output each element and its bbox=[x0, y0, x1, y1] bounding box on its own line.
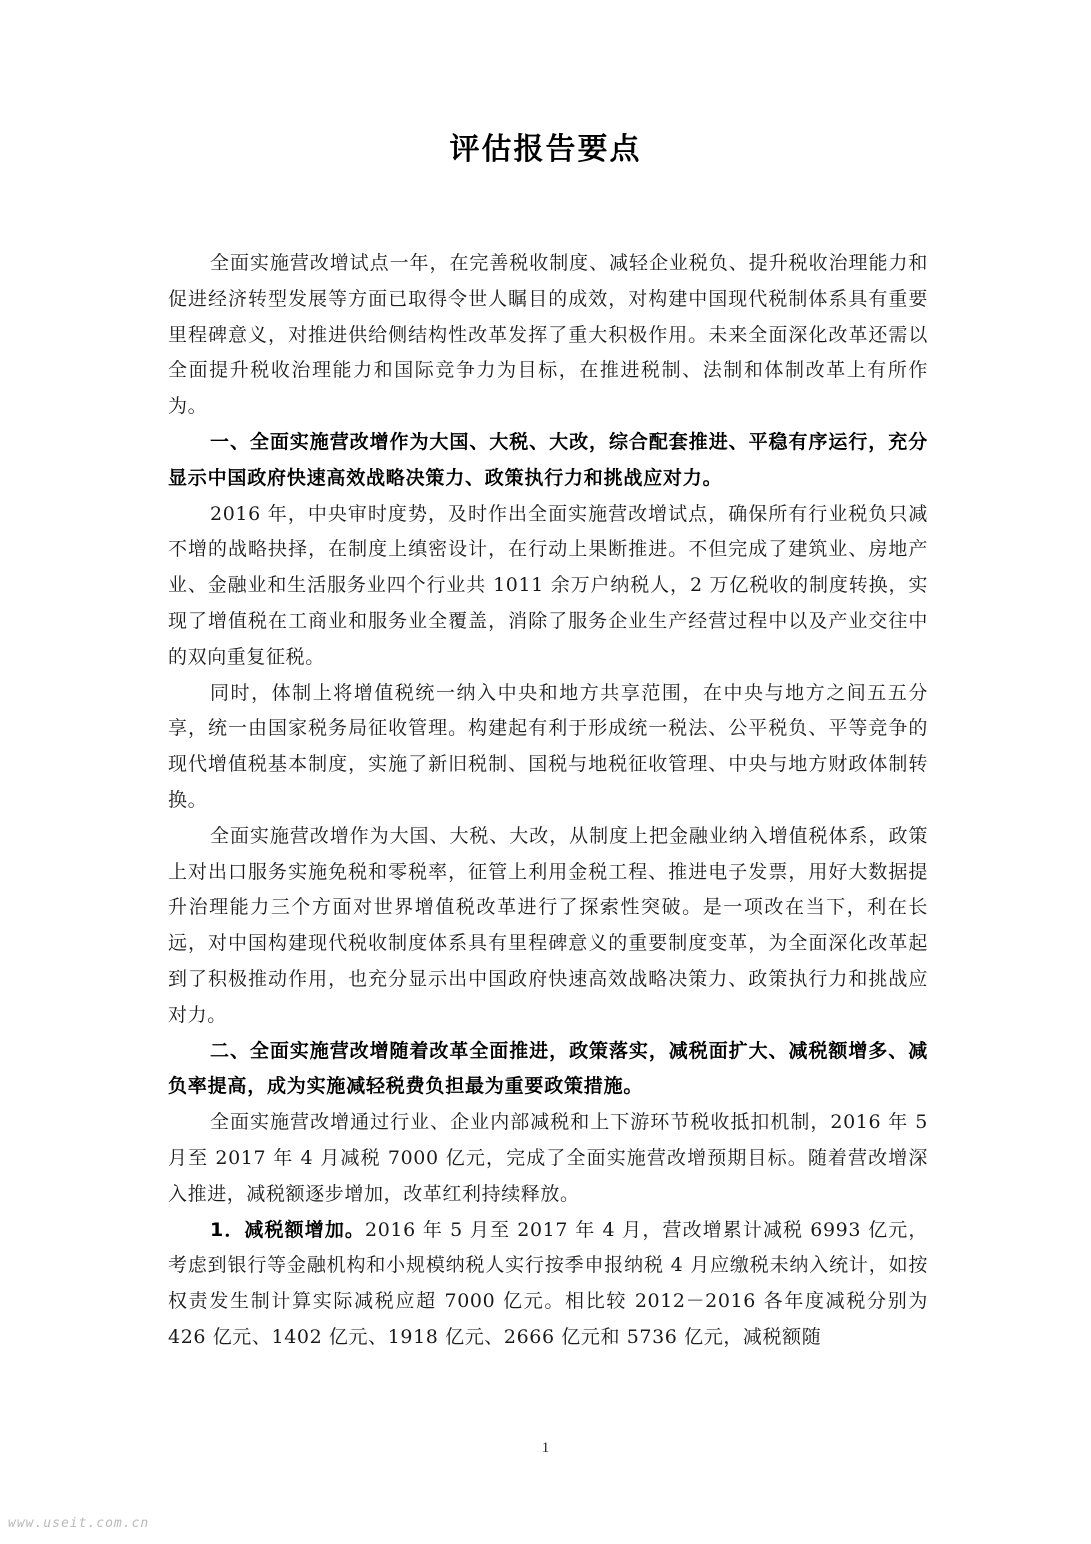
watermark: www.useit.com.cn bbox=[8, 1516, 150, 1531]
body-paragraph: 2016 年，中央审时度势，及时作出全面实施营改增试点，确保所有行业税负只减不增的战略抉择，在制度上缜密设计，在行动上果断推进。不但完成了建筑业、房地产业、金融业和生活服务业四个行业共 1011 余万户纳税人，2 万亿税收的制度转换，实现了增值税在工商业和服务业全覆盖，消除了服务企业生产经营过程中以及产业交往中的双向重复征税。 bbox=[168, 502, 928, 668]
numbered-item-text: 2016 年 5 月至 2017 年 4 月，营改增累计减税 6993 亿元，考虑到银行等金融机构和小规模纳税人实行按季申报纳税 4 月应缴税未纳入统计，如按权责发生制计算实际减税应超 7000 亿元。相比较 2012－2016 各年度减税分别为 426 亿元、1402 亿元、1918 亿元、2666 亿元和 5736 亿元，减税额随 bbox=[168, 1218, 928, 1348]
section-heading-1: 一、全面实施营改增作为大国、大税、大改，综合配套推进、平稳有序运行，充分显示中国政府快速高效战略决策力、政策执行力和挑战应对力。 bbox=[168, 430, 928, 489]
body-paragraph: 同时，体制上将增值税统一纳入中央和地方共享范围，在中央与地方之间五五分享，统一由国家税务局征收管理。构建起有利于形成统一税法、公平税负、平等竞争的现代增值税基本制度，实施了新旧税制、国税与地税征收管理、中央与地方财政体制转换。 bbox=[168, 681, 928, 811]
page-number: 1 bbox=[541, 1440, 550, 1456]
intro-paragraph: 全面实施营改增试点一年，在完善税收制度、减轻企业税负、提升税收治理能力和促进经济转型发展等方面已取得令世人瞩目的成效，对构建中国现代税制体系具有重要里程碑意义，对推进供给侧结构性改革发挥了重大积极作用。未来全面深化改革还需以全面提升税收治理能力和国际竞争力为目标，在推进税制、法制和体制改革上有所作为。 bbox=[168, 252, 928, 418]
page-title: 评估报告要点 bbox=[449, 132, 642, 167]
numbered-paragraph bbox=[168, 1213, 928, 1356]
body-paragraph: 全面实施营改增通过行业、企业内部减税和上下游环节税收抵扣机制，2016 年 5 月至 2017 年 4 月减税 7000 亿元，完成了全面实施营改增预期目标。随着营改增深入推进，减税额逐步增加，改革红利持续释放。 bbox=[168, 1111, 928, 1205]
body-paragraph: 全面实施营改增作为大国、大税、大改，从制度上把金融业纳入增值税体系，政策上对出口服务实施免税和零税率，征管上利用金税工程、推进电子发票，用好大数据提升治理能力三个方面对世界增值税改革进行了探索性突破。是一项改在当下，利在长远，对中国构建现代税收制度体系具有里程碑意义的重要制度变革，为全面深化改革起到了积极推动作用，也充分显示出中国政府快速高效战略决策力、政策执行力和挑战应对力。 bbox=[168, 824, 928, 1026]
section-heading-2: 二、全面实施营改增随着改革全面推进，政策落实，减税面扩大、减税额增多、减负率提高，成为实施减轻税费负担最为重要政策措施。 bbox=[168, 1039, 928, 1098]
document-body bbox=[168, 246, 928, 1356]
numbered-item-lead: 1．减税额增加。 bbox=[210, 1218, 366, 1241]
